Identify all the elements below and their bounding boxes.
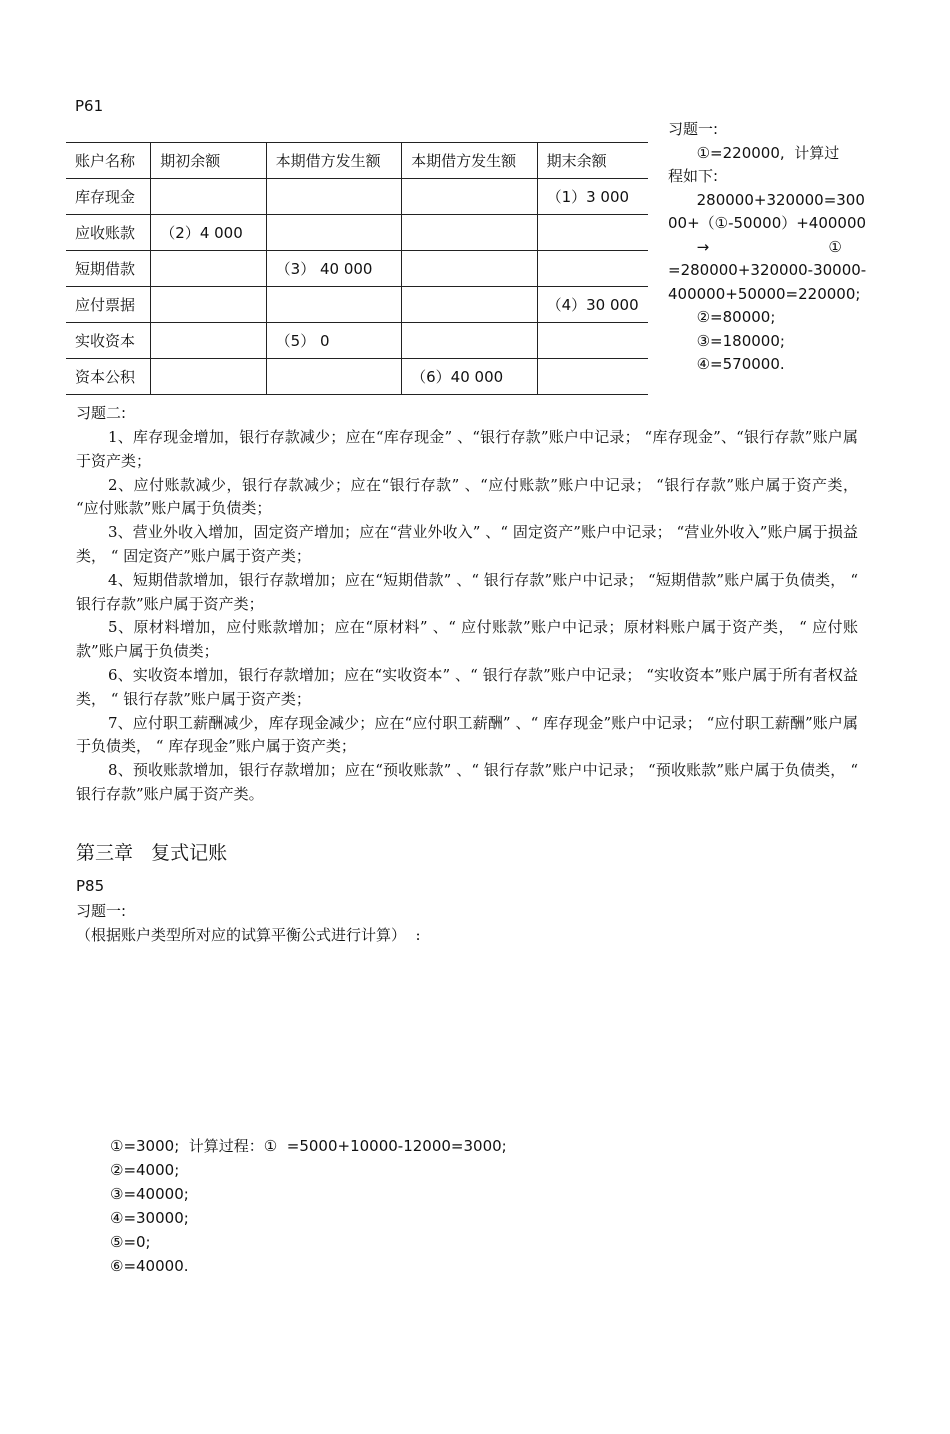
list-item: 7、应付职工薪酬减少，库存现金减少；应在“应付职工薪酬” 、“ 库存现金”账户中记录； “应付职工薪酬”账户属于负债类， “ 库存现金”账户属于资产类； xyxy=(76,713,858,756)
side-note-line: 程如下: xyxy=(668,167,719,185)
answer-line: ②=4000; xyxy=(110,1161,180,1179)
table-cell xyxy=(537,323,648,359)
answer-line: ③=40000; xyxy=(110,1185,189,1203)
table-header-row xyxy=(66,143,648,179)
side-notes xyxy=(668,118,867,377)
side-note-line: ②=80000; xyxy=(668,308,776,326)
table-cell xyxy=(266,287,401,323)
table-cell xyxy=(151,287,266,323)
exercise1-title: 习题一: xyxy=(76,902,127,920)
column-header: 本期借方发生额 xyxy=(266,143,401,179)
account-name-cell: 实收资本 xyxy=(66,323,151,359)
table-cell: （3） 40 000 xyxy=(266,251,401,287)
table-cell xyxy=(402,287,537,323)
side-note-line: 习题一: xyxy=(668,120,719,138)
side-note-line: → ① xyxy=(668,237,842,256)
column-header: 期初余额 xyxy=(151,143,266,179)
exercise2-title: 习题二: xyxy=(76,404,127,422)
side-note-line: 280000+320000=300 xyxy=(668,190,865,209)
table-row xyxy=(66,251,648,287)
table-cell xyxy=(537,215,648,251)
table-cell xyxy=(402,323,537,359)
table-cell: （5） 0 xyxy=(266,323,401,359)
account-name-cell: 库存现金 xyxy=(66,179,151,215)
exercise2-list xyxy=(76,426,858,807)
answer-line: ⑤=0; xyxy=(110,1233,151,1251)
side-note-line: 00+（①-50000）+400000 xyxy=(668,214,867,232)
table-cell xyxy=(151,179,266,215)
exercise1-note: （根据账户类型所对应的试算平衡公式进行计算） : xyxy=(76,926,421,944)
table-cell xyxy=(537,359,648,395)
side-note-line: ④=570000. xyxy=(668,355,785,373)
table-cell: （4）30 000 xyxy=(537,287,648,323)
account-name-cell: 应付票据 xyxy=(66,287,151,323)
list-item: 2、应付账款减少，银行存款减少；应在“银行存款” 、“应付账款”账户中记录； “银行存款”账户属于资产类， “应付账款”账户属于负债类； xyxy=(76,475,858,518)
account-name-cell: 应收账款 xyxy=(66,215,151,251)
list-item: 4、短期借款增加，银行存款增加；应在“短期借款” 、“ 银行存款”账户中记录； “短期借款”账户属于负债类， “ 银行存款”账户属于资产类； xyxy=(76,570,858,613)
answer-line: ①=3000; 计算过程：① =5000+10000-12000=3000; xyxy=(110,1137,507,1155)
table-cell: （2）4 000 xyxy=(151,215,266,251)
page-label-p85: P85 xyxy=(76,877,105,895)
table-row xyxy=(66,323,648,359)
ledger-table xyxy=(66,142,648,395)
column-header: 账户名称 xyxy=(66,143,151,179)
account-name-cell: 短期借款 xyxy=(66,251,151,287)
table-row xyxy=(66,287,648,323)
list-item: 1、库存现金增加，银行存款减少；应在“库存现金” 、“银行存款”账户中记录； “库存现金”、“银行存款”账户属于资产类； xyxy=(76,428,858,470)
list-item: 5、原材料增加，应付账款增加；应在“原材料” 、“ 应付账款”账户中记录；原材料账户属于资产类， “ 应付账款”账户属于负债类； xyxy=(76,618,858,661)
table-cell xyxy=(537,251,648,287)
table-cell: （6）40 000 xyxy=(402,359,537,395)
table-row xyxy=(66,359,648,395)
table-cell: （1）3 000 xyxy=(537,179,648,215)
table-cell xyxy=(151,323,266,359)
table-cell xyxy=(402,215,537,251)
side-note-line: 400000+50000=220000; xyxy=(668,284,861,303)
table-cell xyxy=(151,359,266,395)
table-row xyxy=(66,179,648,215)
table-cell xyxy=(266,215,401,251)
column-header: 本期借方发生额 xyxy=(402,143,537,179)
column-header: 期末余额 xyxy=(537,143,648,179)
page-label-p61: P61 xyxy=(75,97,104,115)
list-item: 6、实收资本增加，银行存款增加；应在“实收资本” 、“ 银行存款”账户中记录； “实收资本”账户属于所有者权益类， “ 银行存款”账户属于资产类； xyxy=(76,665,858,708)
side-note-line: ①=220000, 计算过 xyxy=(668,143,840,162)
list-item: 3、营业外收入增加，固定资产增加；应在“营业外收入” 、“ 固定资产”账户中记录； “营业外收入”账户属于损益类， “ 固定资产”账户属于资产类； xyxy=(76,523,858,565)
table-cell xyxy=(402,179,537,215)
table-cell xyxy=(266,179,401,215)
list-item: 8、预收账款增加，银行存款增加；应在“预收账款” 、“ 银行存款”账户中记录； “预收账款”账户属于负债类， “ 银行存款”账户属于资产类。 xyxy=(76,761,858,803)
side-note-line: =280000+320000-30000- xyxy=(668,261,867,279)
chapter-title: 第三章 复式记账 xyxy=(76,842,228,864)
answer-line: ④=30000; xyxy=(110,1209,189,1227)
table-row xyxy=(66,215,648,251)
side-note-line: ③=180000; xyxy=(668,331,785,350)
account-name-cell: 资本公积 xyxy=(66,359,151,395)
table-cell xyxy=(151,251,266,287)
table-cell xyxy=(266,359,401,395)
table-cell xyxy=(402,251,537,287)
answer-line: ⑥=40000. xyxy=(110,1257,189,1275)
answers-list xyxy=(110,1134,507,1278)
